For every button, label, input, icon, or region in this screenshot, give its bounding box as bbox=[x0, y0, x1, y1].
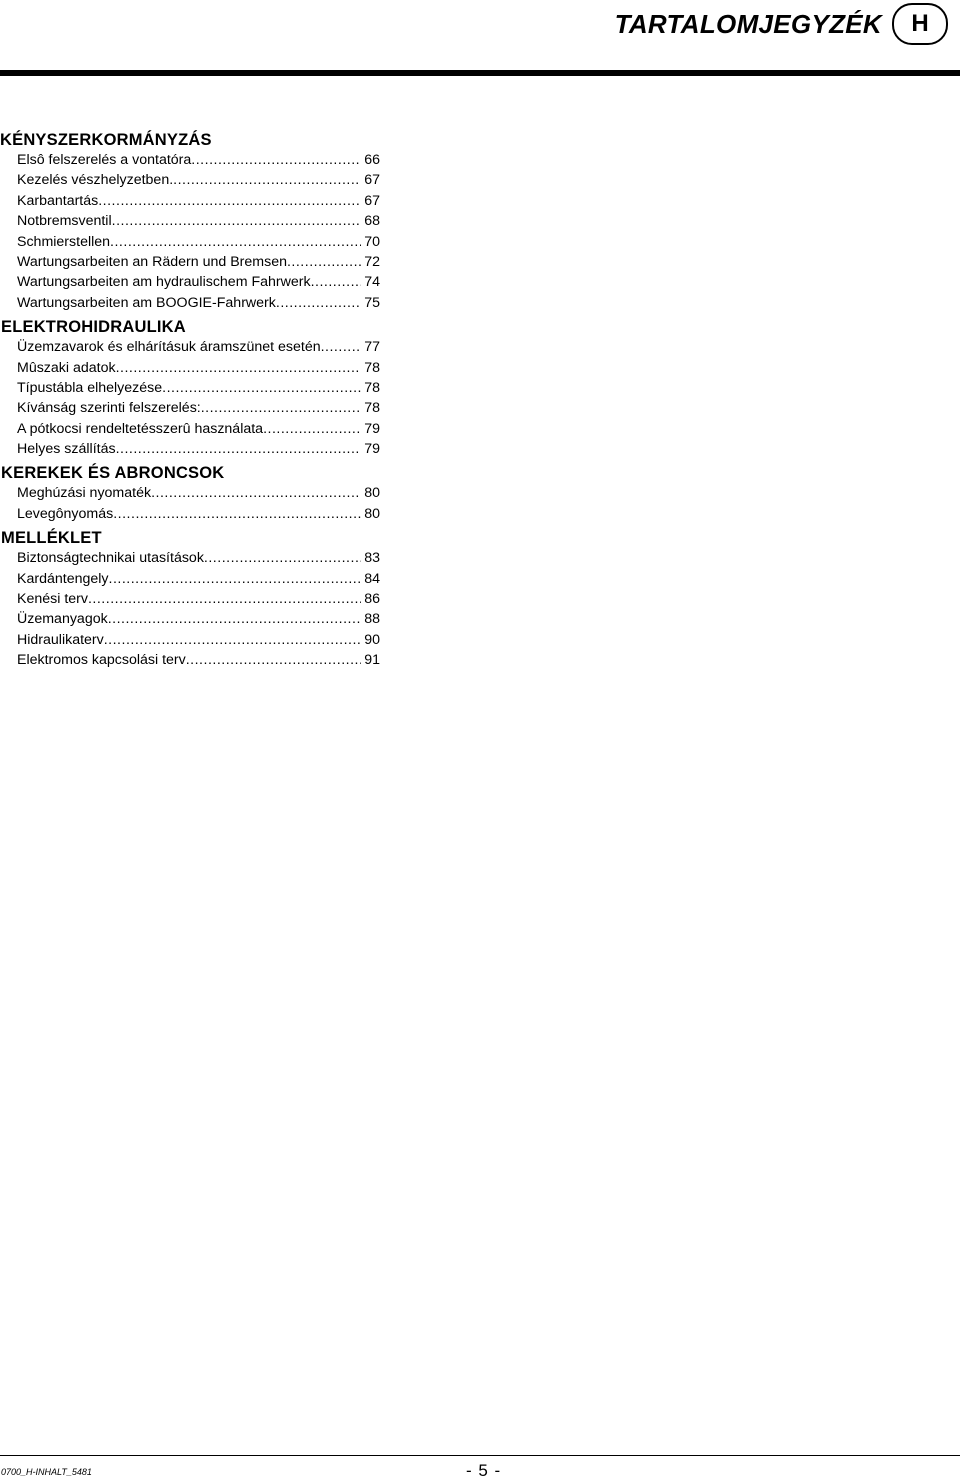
toc-section-heading: KÉNYSZERKORMÁNYZÁS bbox=[0, 131, 212, 149]
toc-dot-leader bbox=[287, 252, 361, 272]
toc-entry bbox=[17, 504, 380, 524]
toc-entry-page: 68 bbox=[364, 213, 380, 230]
toc-entry-page: 67 bbox=[364, 172, 380, 189]
document-code: 0700_H-INHALT_5481 bbox=[1, 1467, 92, 1477]
header-divider bbox=[0, 70, 960, 76]
toc-entry-page: 91 bbox=[364, 652, 380, 669]
toc-dot-leader bbox=[173, 170, 361, 190]
toc-dot-leader bbox=[112, 211, 362, 231]
toc-entry-page: 75 bbox=[364, 294, 380, 311]
toc-entry-label: Típustábla elhelyezése bbox=[17, 379, 163, 396]
toc-entry bbox=[17, 630, 380, 650]
toc-entry-label: Karbantartás bbox=[17, 192, 99, 209]
toc-entry-label: Meghúzási nyomaték bbox=[17, 485, 152, 502]
toc-entry-label: Mûszaki adatok bbox=[17, 359, 116, 376]
toc-entry-label: Kenési terv bbox=[17, 591, 88, 608]
page-title: TARTALOMJEGYZÉK bbox=[614, 9, 882, 39]
toc-dot-leader bbox=[321, 337, 362, 357]
toc-entry bbox=[17, 650, 380, 670]
toc-dot-leader bbox=[311, 272, 362, 292]
toc-dot-leader bbox=[186, 650, 361, 670]
toc-entry bbox=[17, 252, 380, 272]
toc-entry-page: 88 bbox=[364, 611, 380, 628]
toc-dot-leader bbox=[88, 589, 361, 609]
toc-entry-page: 78 bbox=[364, 379, 380, 396]
toc-entry-page: 84 bbox=[364, 570, 380, 587]
toc-entry-label: Kezelés vészhelyzetben. bbox=[17, 172, 174, 189]
toc-entry-label: Biztonságtechnikai utasítások bbox=[17, 550, 204, 567]
toc-dot-leader bbox=[104, 630, 361, 650]
toc-dot-leader bbox=[276, 293, 361, 313]
toc-dot-leader bbox=[110, 232, 361, 252]
toc-section-heading: MELLÉKLET bbox=[1, 529, 102, 548]
toc-entry-page: 90 bbox=[364, 631, 380, 648]
toc-entry-label: Üzemanyagok bbox=[17, 611, 108, 628]
toc-entry bbox=[17, 191, 380, 211]
toc-entry-label: Wartungsarbeiten an Rädern und Bremsen bbox=[17, 253, 287, 270]
toc-entry-page: 70 bbox=[364, 233, 380, 250]
toc-entry-page: 66 bbox=[364, 152, 380, 168]
toc-entry-page: 79 bbox=[364, 420, 380, 437]
toc-entry-label: Kívánság szerinti felszerelés: bbox=[17, 400, 201, 417]
toc-entry-label: Helyes szállítás bbox=[17, 441, 116, 458]
toc-dot-leader bbox=[116, 439, 362, 459]
toc-entry bbox=[17, 211, 380, 231]
toc-entry bbox=[17, 293, 380, 313]
toc-dot-leader bbox=[98, 191, 361, 211]
toc-entry-page: 74 bbox=[364, 274, 380, 291]
toc-entry-page: 80 bbox=[364, 485, 380, 502]
toc-entry bbox=[17, 358, 380, 378]
toc-entry bbox=[17, 398, 380, 418]
toc-entry-page: 72 bbox=[364, 253, 380, 270]
page-number: - 5 - bbox=[466, 1461, 502, 1480]
toc-entry-page: 78 bbox=[364, 359, 380, 376]
toc-entry-label: Elsô felszerelés a vontatóra bbox=[17, 152, 192, 168]
toc-entry-label: Wartungsarbeiten am hydraulischem Fahrwerk bbox=[17, 274, 311, 291]
toc-entry-label: Hidraulikaterv bbox=[17, 631, 104, 648]
toc-entry-label: Wartungsarbeiten am BOOGIE-Fahrwerk bbox=[17, 294, 276, 311]
toc-entry-page: 83 bbox=[364, 550, 380, 567]
toc-entry-label: Üzemzavarok és elhárításuk áramszünet esetén bbox=[17, 339, 321, 356]
toc-entry-page: 78 bbox=[364, 400, 380, 417]
toc-entry bbox=[17, 419, 380, 439]
toc-dot-leader bbox=[116, 358, 362, 378]
toc-entry bbox=[17, 337, 380, 357]
toc-entry bbox=[17, 548, 380, 568]
toc-dot-leader bbox=[162, 378, 361, 398]
toc-entry bbox=[17, 589, 380, 609]
toc-entry-label: Levegônyomás bbox=[17, 505, 114, 522]
toc-entry-page: 86 bbox=[364, 591, 380, 608]
toc-dot-leader bbox=[191, 150, 361, 170]
toc-entry-page: 79 bbox=[364, 441, 380, 458]
toc-entry-label: Kardántengely bbox=[17, 570, 109, 587]
toc-entry bbox=[17, 170, 380, 190]
toc-entry bbox=[17, 569, 380, 589]
toc-dot-leader bbox=[204, 548, 361, 568]
table-of-contents bbox=[0, 130, 382, 671]
toc-entry-page: 77 bbox=[364, 339, 380, 356]
toc-entry bbox=[17, 483, 380, 503]
toc-entry bbox=[17, 439, 380, 459]
toc-entry-page: 80 bbox=[364, 505, 380, 522]
toc-entry-label: Schmierstellen bbox=[17, 233, 111, 250]
toc-section-heading: KEREKEK ÉS ABRONCSOK bbox=[1, 464, 225, 483]
toc-dot-leader bbox=[263, 419, 361, 439]
toc-entry bbox=[17, 232, 380, 252]
footer-divider bbox=[0, 1455, 960, 1456]
toc-entry-label: A pótkocsi rendeltetésszerû használata bbox=[17, 420, 264, 437]
toc-entry bbox=[17, 150, 380, 170]
toc-dot-leader bbox=[109, 569, 362, 589]
toc-entry-label: Notbremsventil bbox=[17, 213, 112, 230]
toc-entry-label: Elektromos kapcsolási terv bbox=[17, 652, 186, 669]
toc-entry-page: 67 bbox=[364, 192, 380, 209]
toc-section-heading: ELEKTROHIDRAULIKA bbox=[1, 318, 186, 337]
toc-dot-leader bbox=[113, 504, 361, 524]
toc-dot-leader bbox=[201, 398, 361, 418]
toc-dot-leader bbox=[151, 483, 361, 503]
language-badge: H bbox=[892, 3, 948, 45]
toc-entry bbox=[17, 272, 380, 292]
toc-entry bbox=[17, 609, 380, 629]
toc-entry bbox=[17, 378, 380, 398]
toc-dot-leader bbox=[108, 609, 362, 629]
